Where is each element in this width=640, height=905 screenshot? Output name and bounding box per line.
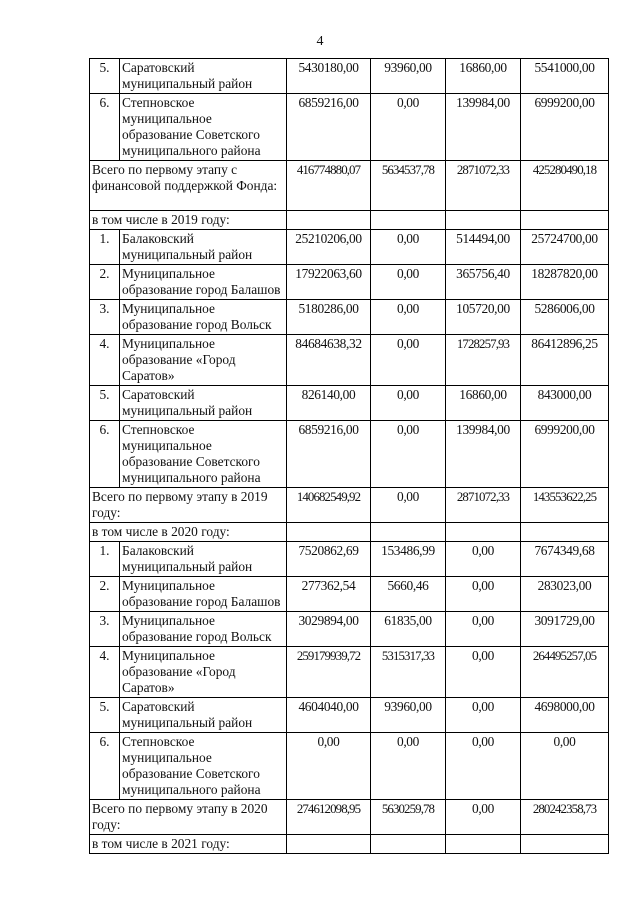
row-number: 3. (90, 612, 120, 647)
amount-cell: 0,00 (446, 800, 521, 835)
amount-cell: 153486,99 (371, 542, 446, 577)
amount-cell: 264495257,05 (521, 647, 609, 698)
amount-cell: 280242358,73 (521, 800, 609, 835)
table-row (90, 542, 609, 577)
amount-cell: 0,00 (446, 542, 521, 577)
amount-cell (287, 523, 371, 542)
municipality-name: Муниципальное образование «Город Саратов» (120, 335, 287, 386)
amount-cell: 283023,00 (521, 577, 609, 612)
amount-cell: 843000,00 (521, 386, 609, 421)
row-number: 2. (90, 265, 120, 300)
amount-cell: 16860,00 (446, 59, 521, 94)
amount-cell: 5430180,00 (287, 59, 371, 94)
amount-cell: 0,00 (371, 265, 446, 300)
amount-cell: 2871072,33 (446, 488, 521, 523)
table-row (90, 94, 609, 161)
row-number: 1. (90, 542, 120, 577)
amount-cell: 6859216,00 (287, 94, 371, 161)
row-number: 5. (90, 386, 120, 421)
amount-cell: 5660,46 (371, 577, 446, 612)
section-row (90, 211, 609, 230)
amount-cell: 0,00 (371, 230, 446, 265)
amount-cell: 0,00 (371, 94, 446, 161)
amount-cell: 93960,00 (371, 59, 446, 94)
amount-cell (371, 523, 446, 542)
amount-cell (521, 835, 609, 854)
table-row (90, 733, 609, 800)
row-number: 6. (90, 733, 120, 800)
amount-cell: 61835,00 (371, 612, 446, 647)
total-row (90, 488, 609, 523)
amount-cell: 7674349,68 (521, 542, 609, 577)
amount-cell: 18287820,00 (521, 265, 609, 300)
table-row (90, 265, 609, 300)
amount-cell: 0,00 (446, 698, 521, 733)
amount-cell: 0,00 (371, 488, 446, 523)
amount-cell: 143553622,25 (521, 488, 609, 523)
amount-cell: 0,00 (371, 386, 446, 421)
table-row (90, 421, 609, 488)
amount-cell: 425280490,18 (521, 161, 609, 211)
row-number: 1. (90, 230, 120, 265)
amount-cell: 3091729,00 (521, 612, 609, 647)
amount-cell (371, 835, 446, 854)
amount-cell: 365756,40 (446, 265, 521, 300)
total-label: Всего по первому этапу с финансовой поддержкой Фонда: (90, 161, 287, 211)
municipality-name: Степновское муниципальное образование Советского муниципального района (120, 733, 287, 800)
amount-cell: 2871072,33 (446, 161, 521, 211)
amount-cell (446, 211, 521, 230)
section-label: в том числе в 2020 году: (90, 523, 287, 542)
amount-cell (287, 211, 371, 230)
amount-cell: 826140,00 (287, 386, 371, 421)
table-row (90, 386, 609, 421)
table-row (90, 612, 609, 647)
amount-cell: 139984,00 (446, 94, 521, 161)
row-number: 4. (90, 647, 120, 698)
amount-cell: 17922063,60 (287, 265, 371, 300)
amount-cell: 274612098,95 (287, 800, 371, 835)
row-number: 5. (90, 698, 120, 733)
municipality-name: Балаковский муниципальный район (120, 230, 287, 265)
amount-cell: 16860,00 (446, 386, 521, 421)
amount-cell: 86412896,25 (521, 335, 609, 386)
amount-cell: 0,00 (446, 612, 521, 647)
amount-cell: 5541000,00 (521, 59, 609, 94)
amount-cell: 277362,54 (287, 577, 371, 612)
municipality-name: Муниципальное образование город Вольск (120, 612, 287, 647)
amount-cell: 6999200,00 (521, 421, 609, 488)
section-label: в том числе в 2019 году: (90, 211, 287, 230)
amount-cell: 0,00 (446, 577, 521, 612)
funding-table (89, 58, 609, 854)
amount-cell (287, 835, 371, 854)
amount-cell: 0,00 (446, 647, 521, 698)
amount-cell: 5630259,78 (371, 800, 446, 835)
total-label: Всего по первому этапу в 2019 году: (90, 488, 287, 523)
amount-cell: 84684638,32 (287, 335, 371, 386)
section-label: в том числе в 2021 году: (90, 835, 287, 854)
amount-cell: 25210206,00 (287, 230, 371, 265)
amount-cell (521, 523, 609, 542)
municipality-name: Муниципальное образование город Балашов (120, 265, 287, 300)
row-number: 6. (90, 94, 120, 161)
amount-cell: 25724700,00 (521, 230, 609, 265)
amount-cell: 4604040,00 (287, 698, 371, 733)
municipality-name: Степновское муниципальное образование Советского муниципального района (120, 421, 287, 488)
amount-cell: 259179939,72 (287, 647, 371, 698)
municipality-name: Саратовский муниципальный район (120, 698, 287, 733)
municipality-name: Муниципальное образование «Город Саратов» (120, 647, 287, 698)
amount-cell: 105720,00 (446, 300, 521, 335)
municipality-name: Балаковский муниципальный район (120, 542, 287, 577)
row-number: 3. (90, 300, 120, 335)
municipality-name: Муниципальное образование город Балашов (120, 577, 287, 612)
amount-cell: 0,00 (287, 733, 371, 800)
row-number: 6. (90, 421, 120, 488)
amount-cell: 416774880,07 (287, 161, 371, 211)
funding-table-body (90, 59, 609, 854)
amount-cell: 5286006,00 (521, 300, 609, 335)
amount-cell: 1728257,93 (446, 335, 521, 386)
section-row (90, 523, 609, 542)
table-row (90, 647, 609, 698)
row-number: 4. (90, 335, 120, 386)
municipality-name: Степновское муниципальное образование Советского муниципального района (120, 94, 287, 161)
amount-cell (446, 523, 521, 542)
amount-cell (521, 211, 609, 230)
table-row (90, 59, 609, 94)
municipality-name: Саратовский муниципальный район (120, 386, 287, 421)
amount-cell: 7520862,69 (287, 542, 371, 577)
amount-cell: 5315317,33 (371, 647, 446, 698)
amount-cell: 3029894,00 (287, 612, 371, 647)
amount-cell: 0,00 (371, 335, 446, 386)
amount-cell: 140682549,92 (287, 488, 371, 523)
municipality-name: Муниципальное образование город Вольск (120, 300, 287, 335)
total-label: Всего по первому этапу в 2020 году: (90, 800, 287, 835)
section-row (90, 835, 609, 854)
page-number: 4 (316, 34, 324, 49)
amount-cell: 5180286,00 (287, 300, 371, 335)
amount-cell: 514494,00 (446, 230, 521, 265)
table-row (90, 335, 609, 386)
amount-cell: 6999200,00 (521, 94, 609, 161)
total-row (90, 800, 609, 835)
amount-cell: 5634537,78 (371, 161, 446, 211)
amount-cell: 0,00 (371, 421, 446, 488)
amount-cell: 4698000,00 (521, 698, 609, 733)
row-number: 2. (90, 577, 120, 612)
total-row (90, 161, 609, 211)
amount-cell: 93960,00 (371, 698, 446, 733)
table-row (90, 577, 609, 612)
table-row (90, 300, 609, 335)
municipality-name: Саратовский муниципальный район (120, 59, 287, 94)
amount-cell (371, 211, 446, 230)
amount-cell: 0,00 (371, 300, 446, 335)
amount-cell: 0,00 (521, 733, 609, 800)
row-number: 5. (90, 59, 120, 94)
amount-cell: 0,00 (371, 733, 446, 800)
table-row (90, 230, 609, 265)
amount-cell: 6859216,00 (287, 421, 371, 488)
table-row (90, 698, 609, 733)
amount-cell (446, 835, 521, 854)
amount-cell: 0,00 (446, 733, 521, 800)
amount-cell: 139984,00 (446, 421, 521, 488)
